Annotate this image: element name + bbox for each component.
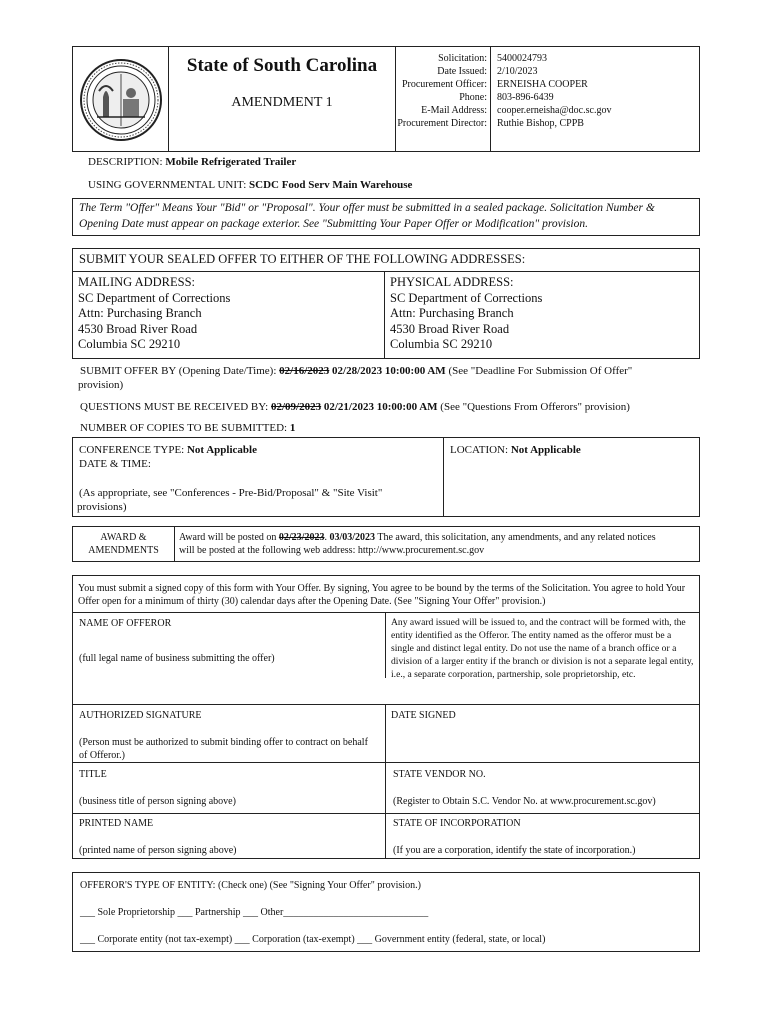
doc-type: AMENDMENT 1	[231, 95, 333, 110]
location-box	[443, 437, 700, 517]
physical-address-line: SC Department of Corrections	[390, 290, 543, 305]
offeror-hint: (full legal name of business submitting the offer)	[79, 653, 275, 664]
incorporation-label: STATE OF INCORPORATION	[393, 818, 521, 829]
info-label: Solicitation:	[438, 53, 487, 64]
submit-by-old-date: 02/16/2023	[279, 365, 330, 377]
addresses-heading-box	[72, 248, 700, 272]
offeror-label: NAME OF OFFEROR	[79, 618, 172, 629]
copies-line	[80, 421, 295, 435]
conference-type-value: Not Applicable	[186, 444, 257, 456]
amendments-label: AMENDMENTS	[88, 545, 159, 556]
printed-name-cell[interactable]	[73, 813, 386, 859]
incorporation-hint: (If you are a corporation, identify the state of incorporation.)	[393, 845, 636, 856]
unit-line	[88, 178, 412, 192]
conference-note-cont: provisions)	[77, 501, 127, 513]
info-label: Date Issued:	[437, 66, 487, 77]
copies-label: NUMBER OF COPIES TO BE SUBMITTED:	[80, 422, 288, 434]
submit-by-line	[80, 364, 700, 378]
description-line	[88, 155, 296, 169]
vendor-hint: (Register to Obtain S.C. Vendor No. at www.procurement.sc.gov)	[393, 796, 656, 807]
signature-hint: (Person must be authorized to submit binding offer to contract on behalf of Offeror.)	[79, 737, 368, 761]
mailing-address-line: 4530 Broad River Road	[78, 321, 198, 336]
conference-type	[79, 443, 437, 457]
mailing-address-line: SC Department of Corrections	[78, 290, 231, 305]
questions-line	[80, 400, 700, 414]
award-text-a: Award will be posted on	[179, 532, 277, 543]
addresses-heading: SUBMIT YOUR SEALED OFFER TO EITHER OF THE FOLLOWING ADDRESSES:	[79, 252, 526, 266]
physical-address-line: Columbia SC 29210	[390, 337, 493, 351]
entity-line1[interactable]: ___ Sole Proprietorship ___ Partnership ___ Other_____________________________	[80, 907, 429, 918]
award-text-b: The award, this solicitation, any amendments, and any related notices	[377, 532, 656, 543]
info-labels-col	[395, 47, 491, 151]
questions-old-date: 02/09/2023	[271, 401, 322, 413]
mailing-address-label: MAILING ADDRESS:	[78, 275, 196, 289]
conference-type-label: CONFERENCE TYPE:	[79, 444, 185, 456]
entity-box	[72, 872, 700, 952]
title-cell[interactable]	[73, 762, 386, 813]
unit-label: USING GOVERNMENTAL UNIT:	[88, 179, 247, 191]
date-signed-label: DATE SIGNED	[391, 710, 456, 721]
location-value: Not Applicable	[510, 444, 581, 456]
submit-by-label: SUBMIT OFFER BY (Opening Date/Time):	[80, 365, 277, 377]
date-issued: 2/10/2023	[497, 66, 538, 77]
info-label: Phone:	[459, 92, 487, 103]
info-label: Procurement Director:	[397, 118, 487, 129]
copies-value: 1	[289, 422, 296, 434]
award-old-date: 02/23/2023	[278, 532, 325, 543]
questions-label: QUESTIONS MUST BE RECEIVED BY:	[80, 401, 269, 413]
offer-note-box	[72, 198, 700, 236]
procurement-officer: ERNEISHA COOPER	[497, 79, 588, 90]
signing-intro: You must submit a signed copy of this form with Your Offer. By signing, You agree to be bound by the terms of the Solicitation. You agree to hold Your Offer open for a minimum of thirty (30) calendar days after the Opening Date. (See "Signing Your Offer" provision.)	[78, 583, 686, 607]
conference-box	[72, 437, 444, 517]
description-label: DESCRIPTION:	[88, 156, 163, 168]
title-hint: (business title of person signing above)	[79, 796, 236, 807]
physical-address-line: Attn: Purchasing Branch	[390, 306, 514, 320]
award-text-line1: Award will be posted on 02/23/2023. 03/03/2023 The award, this solicitation, any amendments, and any related notices	[179, 532, 656, 543]
award-text-box	[174, 526, 700, 562]
location	[450, 443, 693, 457]
incorporation-cell[interactable]	[386, 813, 699, 859]
award-text-c: will be posted at the following web address: http://www.procurement.sc.gov	[179, 545, 485, 556]
questions-new-date: 02/21/2023 10:00:00 AM	[323, 401, 438, 413]
location-label: LOCATION:	[450, 444, 509, 456]
signing-box	[72, 575, 700, 859]
submit-by-note: (See "Deadline For Submission Of Offer"	[448, 365, 633, 377]
award-note-cell	[386, 612, 699, 704]
submit-by-new-date: 02/28/2023 10:00:00 AM	[332, 365, 446, 377]
description-value: Mobile Refrigerated Trailer	[165, 156, 297, 168]
date-signed-cell[interactable]	[386, 704, 699, 762]
header-box	[72, 46, 700, 152]
state-seal	[73, 47, 169, 151]
mailing-address-box	[72, 271, 385, 359]
title-label: TITLE	[79, 769, 107, 780]
physical-address-box	[384, 271, 700, 359]
email-address: cooper.erneisha@doc.sc.gov	[497, 105, 612, 116]
entity-heading: OFFEROR'S TYPE OF ENTITY: (Check one) (See "Signing Your Offer" provision.)	[80, 880, 421, 891]
conference-note: (As appropriate, see "Conferences - Pre-Bid/Proposal" & "Site Visit"	[79, 487, 383, 499]
procurement-director: Ruthie Bishop, CPPB	[497, 118, 584, 129]
submit-by-note-cont: provision)	[78, 379, 124, 391]
offeror-cell[interactable]	[73, 612, 386, 678]
vendor-label: STATE VENDOR NO.	[393, 769, 486, 780]
award-note: Any award issued will be issued to, and the contract will be formed with, the entity identified as the Offeror. The entity named as the offeror must be a single and distinct legal entity. Do not use the name of a branch office or a division of a larger entity if the branch or division is not a separate legal entity, i.e., a separate corporation, partnership, sole proprietorship, etc.	[391, 617, 694, 680]
award-new-date: 03/03/2023	[329, 532, 376, 543]
questions-note: (See "Questions From Offerors" provision)	[440, 401, 630, 413]
info-label: Procurement Officer:	[401, 79, 487, 90]
unit-value: SCDC Food Serv Main Warehouse	[249, 179, 413, 191]
vendor-cell[interactable]	[386, 762, 699, 813]
solicitation-number: 5400024793	[497, 53, 547, 64]
printed-name-hint: (printed name of person signing above)	[79, 845, 237, 856]
printed-name-label: PRINTED NAME	[79, 818, 154, 829]
physical-address-label: PHYSICAL ADDRESS:	[390, 275, 514, 289]
physical-address-line: 4530 Broad River Road	[390, 321, 510, 336]
offer-note: The Term "Offer" Means Your "Bid" or "Proposal". Your offer must be submitted in a sealed package. Solicitation Number & Opening Date must appear on package exterior. See "Submitting Your Paper Offer or Modification" provision.	[79, 202, 655, 230]
award-label-box	[72, 526, 175, 562]
mailing-address-line: Columbia SC 29210	[78, 337, 181, 351]
info-label: E-Mail Address:	[421, 105, 487, 116]
award-label: AWARD &	[100, 532, 147, 543]
info-values-col	[497, 52, 697, 130]
entity-line2[interactable]: ___ Corporate entity (not tax-exempt) ___ Corporation (tax-exempt) ___ Government entity (federal, state, or local)	[80, 934, 546, 945]
signature-label: AUTHORIZED SIGNATURE	[79, 710, 202, 721]
conference-datetime-label: DATE & TIME:	[79, 458, 151, 470]
mailing-address-line: Attn: Purchasing Branch	[78, 306, 202, 320]
phone: 803-896-6439	[497, 92, 554, 103]
signature-cell[interactable]	[73, 704, 386, 762]
state-title: State of South Carolina	[186, 55, 378, 76]
